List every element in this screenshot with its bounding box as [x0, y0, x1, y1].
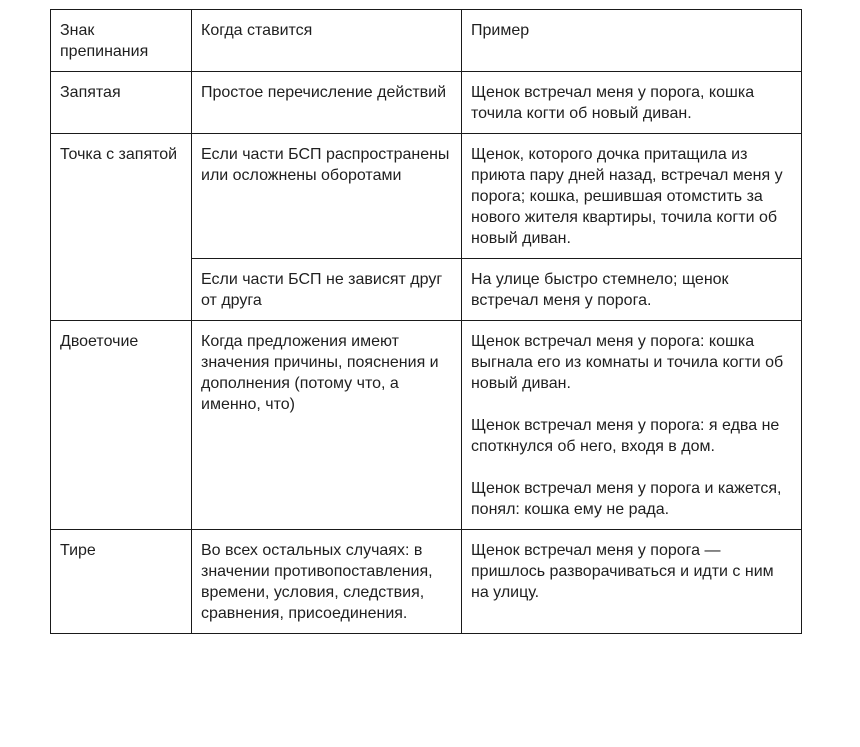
table-row-comma — [51, 72, 802, 134]
when-cell: Простое перечисление действий — [192, 72, 462, 134]
example-cell: Щенок встречал меня у порога, кошка точила когти об новый диван. — [462, 72, 802, 134]
example-cell: Щенок, которого дочка притащила из приюта пару дней назад, встречал меня у порога; кошка, решившая отомстить за нового жителя квартиры, точила когти об новый диван. — [462, 134, 802, 259]
when-cell: Когда предложения имеют значения причины, пояснения и дополнения (потому что, а именно, что) — [192, 321, 462, 530]
mark-cell: Тире — [51, 530, 192, 634]
table-row-semicolon-1 — [51, 134, 802, 259]
example-cell — [462, 321, 802, 530]
when-cell: Во всех остальных случаях: в значении противопоставления, времени, условия, следствия, сравнения, присоединения. — [192, 530, 462, 634]
example-paragraph: Щенок встречал меня у порога и кажется, понял: кошка ему не рада. — [471, 480, 782, 518]
mark-cell: Запятая — [51, 72, 192, 134]
when-cell: Если части БСП распространены или осложнены оборотами — [192, 134, 462, 259]
when-cell: Если части БСП не зависят друг от друга — [192, 259, 462, 321]
example-paragraph: Щенок встречал меня у порога: я едва не споткнулся об него, входя в дом. — [471, 417, 780, 455]
example-paragraph: Щенок встречал меня у порога: кошка выгнала его из комнаты и точила когти об новый диван. — [471, 333, 784, 392]
header-example: Пример — [462, 10, 802, 72]
example-cell: Щенок встречал меня у порога — пришлось разворачиваться и идти с ним на улицу. — [462, 530, 802, 634]
example-cell: На улице быстро стемнело; щенок встречал меня у порога. — [462, 259, 802, 321]
table-row-dash — [51, 530, 802, 634]
mark-cell: Точка с запятой — [51, 134, 192, 321]
table-row-colon — [51, 321, 802, 530]
header-mark: Знак препинания — [51, 10, 192, 72]
header-when: Когда ставится — [192, 10, 462, 72]
mark-cell: Двоеточие — [51, 321, 192, 530]
punctuation-table — [50, 9, 802, 634]
header-row — [51, 10, 802, 72]
